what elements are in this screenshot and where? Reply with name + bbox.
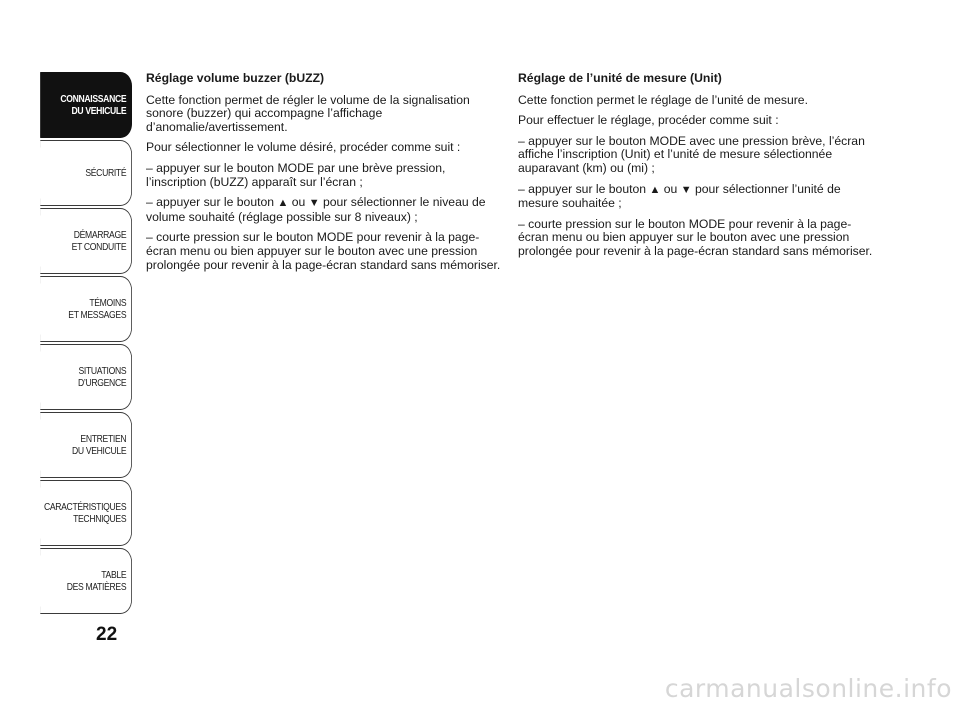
section-heading: Réglage volume buzzer (bUZZ)	[146, 71, 325, 85]
tab-label-line1: DÉMARRAGE	[73, 229, 127, 241]
section-heading: Réglage de l’unité de mesure (Unit)	[518, 71, 722, 85]
tab-label-line2: DU VEHICULE	[71, 445, 127, 457]
tab-label-line2: TECHNIQUES	[73, 513, 127, 525]
left-column	[146, 72, 502, 279]
tab-situations-d-urgence[interactable]	[40, 344, 132, 410]
tab-label-line1: TABLE	[101, 569, 127, 581]
text-fragment: – appuyer sur le bouton	[146, 195, 275, 210]
tab-label-line2: D’URGENCE	[78, 377, 127, 389]
tab-label-line2: ET MESSAGES	[68, 309, 127, 321]
paragraph: – appuyer sur le bouton MODE par une brève pression, l’inscription (bUZZ) apparaît sur l’écran ;	[146, 160, 446, 189]
down-arrow-icon: ▼	[308, 197, 320, 210]
paragraph: Pour effectuer le réglage, procéder comme suit :	[518, 113, 779, 128]
page-number: 22	[96, 624, 118, 645]
paragraph: – courte pression sur le bouton MODE pour revenir à la page-écran menu ou bien appuyer sur le bouton avec une pression prolongée pour revenir à la page-écran standard sans mémoriser.	[518, 216, 873, 258]
tab-label-line1: CONNAISSANCE	[60, 93, 127, 105]
down-arrow-icon: ▼	[680, 183, 692, 196]
tab-label-line2: DU VEHICULE	[71, 105, 127, 117]
paragraph: Cette fonction permet le réglage de l’unité de mesure.	[518, 92, 808, 107]
paragraph	[518, 183, 874, 211]
text-fragment: pour sélectionner l’unité de mesure souhaitée ;	[518, 181, 841, 211]
tab-table-des-matieres[interactable]	[40, 548, 132, 614]
text-fragment: ou	[291, 195, 306, 210]
up-arrow-icon: ▲	[649, 183, 661, 196]
text-fragment: pour sélectionner le niveau de volume souhaité (réglage possible sur 8 niveaux) ;	[146, 195, 486, 224]
tab-label-line1: CARACTÉRISTIQUES	[43, 501, 127, 513]
tab-entretien-du-vehicule[interactable]	[40, 412, 132, 478]
watermark: carmanualsonline.info	[664, 674, 952, 703]
paragraph	[146, 196, 502, 224]
tab-temoins-et-messages[interactable]	[40, 276, 132, 342]
text-fragment: ou	[663, 181, 678, 196]
text-fragment: – appuyer sur le bouton	[518, 181, 647, 196]
paragraph: Cette fonction permet de régler le volume de la signalisation sonore (buzzer) qui accompagne l’affichage d’anomalie/avertissement.	[146, 92, 470, 134]
right-column	[518, 72, 874, 266]
tab-securite[interactable]	[40, 140, 132, 206]
tab-label-line2: DES MATIÈRES	[66, 581, 127, 593]
up-arrow-icon: ▲	[277, 197, 289, 210]
paragraph: Pour sélectionner le volume désiré, procéder comme suit :	[146, 140, 461, 155]
paragraph: – appuyer sur le bouton MODE avec une pression brève, l’écran affiche l’inscription (Unit) et l’unité de mesure sélectionnée auparavant (km) ou (mi) ;	[518, 133, 865, 175]
tab-label-line1: SÉCURITÉ	[85, 167, 127, 179]
paragraph: – courte pression sur le bouton MODE pour revenir à la page-écran menu ou bien appuyer sur le bouton avec une pression prolongée pour revenir à la page-écran standard sans mémoriser.	[146, 230, 501, 272]
tab-label-line1: ENTRETIEN	[80, 433, 127, 445]
tab-demarrage-et-conduite[interactable]	[40, 208, 132, 274]
section-tabs	[40, 72, 132, 616]
tab-label-line1: SITUATIONS	[78, 365, 127, 377]
tab-label-line1: TÉMOINS	[89, 297, 127, 309]
tab-caracteristiques-techniques[interactable]	[40, 480, 132, 546]
tab-connaissance-du-vehicule[interactable]	[40, 72, 132, 138]
tab-label-line2: ET CONDUITE	[71, 241, 127, 253]
